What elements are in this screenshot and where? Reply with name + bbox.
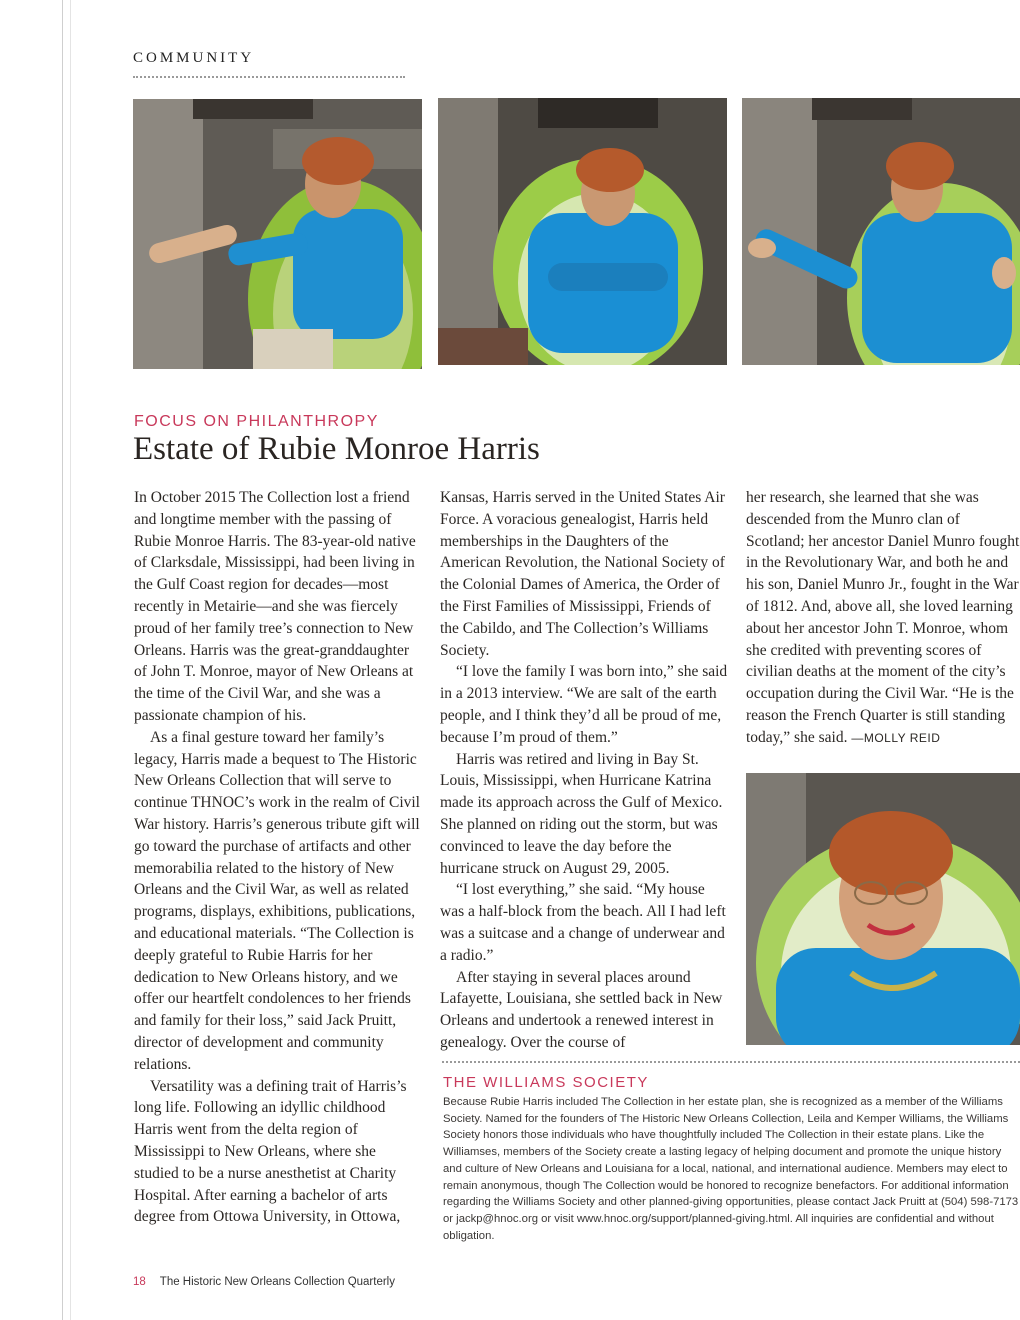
section-divider — [133, 76, 405, 78]
paragraph: Kansas, Harris served in the United States Air Force. A voracious genealogist, Harris held memberships in the Daughters of the American Revolution, the National Society of the Colonial Dames of America, the Order of the First Families of Mississippi, Friends of the Cabildo, and The Collection’s Williams Society. — [440, 489, 725, 659]
paragraph-text: her research, she learned that she was descended from the Munro clan of Scotland; her ancestor Daniel Munro fought in the Revolutionary War, and both he and his son, Daniel Munro Jr., fought in the War of 1812. And, above all, she loved learning about her ancestor John T. Monroe, whom she credited with preventing scores of civilian deaths at the moment of the city’s occupation during the Civil War. “He is the reason the French Quarter is still standing today,” she said. — [746, 489, 1020, 746]
paragraph: After staying in several places around Lafayette, Louisiana, she settled back in New Orleans and undertook a renewed interest in genealogy. Over the course of — [440, 968, 723, 1051]
page-gutter-line — [70, 0, 71, 1320]
author-byline: —MOLLY REID — [851, 730, 941, 745]
article-title: Estate of Rubie Monroe Harris — [133, 431, 540, 467]
paragraph: As a final gesture toward her family’s legacy, Harris made a bequest to The Historic New Orleans Collection that will serve to continue THNOC’s work in the realm of Civil War history. Harris’s generous tribute gift will go toward the purchase of artifacts and other memorabilia related to the history of New Orleans and the Civil War, as well as related programs, displays, exhibitions, publications, and educational materials. “The Collection is deeply grateful to Rubie Harris for her dedication to New Orleans history, and we offer our heartfelt condolences to her friends and family for their loss,” said Jack Pruitt, director of development and community relations. — [134, 728, 420, 1073]
sidebar-body: Because Rubie Harris included The Collection in her estate plan, she is recognized as a member of the Williams Society. Named for the founders of The Historic New Orleans Collection, Leila and Kemper Williams, the Williams Society honors those individuals who have thoughtfully included The Collection in their estate plans. Like the Williamses, members of the Society create a lasting legacy of helping document and promote the unique history and culture of New Orleans and Louisiana for a local, national, and international audience. Members may elect to remain anonymous, though The Collection would be honored to recognize benefactors. For additional information regarding the Williams Society and other planned-giving opportunities, please contact Jack Pruitt at (504) 598-7173 or jackp@hnoc.org or visit www.hnoc.org/support/planned-giving.html. All inquiries are confidential and without obligation. — [443, 1096, 1019, 1242]
article-kicker: FOCUS ON PHILANTHROPY — [134, 413, 379, 430]
photo-portrait-laughing — [742, 98, 1020, 365]
page-gutter-line — [62, 0, 63, 1320]
paragraph: Harris was retired and living in Bay St. Louis, Mississippi, when Hurricane Katrina made its approach across the Gulf of Mexico. She planned on riding out the storm, but was convinced to leave the day before the hurricane struck on August 29, 2005. — [440, 750, 723, 877]
photo-portrait-smiling — [746, 773, 1020, 1045]
paragraph: “I love the family I was born into,” she said in a 2013 interview. “We are salt of the earth people, and I think they’d all be proud of me, because I’m proud of them.” — [440, 663, 728, 746]
sidebar-divider — [442, 1061, 1020, 1063]
photo-portrait-gesturing — [133, 99, 422, 369]
article-column-3 — [746, 487, 1020, 750]
sidebar-title: THE WILLIAMS SOCIETY — [443, 1074, 649, 1091]
page-footer — [133, 1276, 395, 1288]
page-number: 18 — [133, 1276, 146, 1288]
publication-name: The Historic New Orleans Collection Quarterly — [159, 1276, 395, 1288]
paragraph: “I lost everything,” she said. “My house was a half-block from the beach. All I had left was a suitcase and a change of underwear and a radio.” — [440, 881, 726, 964]
paragraph: In October 2015 The Collection lost a friend and longtime member with the passing of Rubie Monroe Harris. The 83-year-old native of Clarksdale, Mississippi, had been living in the Gulf Coast region for decades—most recently in Metairie—and she was fiercely proud of her family tree’s connection to New Orleans. Harris was the great-granddaughter of John T. Monroe, mayor of New Orleans at the time of the Civil War, and she was a passionate champion of his. — [134, 489, 416, 724]
paragraph — [746, 487, 1020, 750]
photo-portrait-arms-crossed — [438, 98, 727, 365]
article-column-2 — [440, 487, 730, 1054]
section-label: COMMUNITY — [133, 50, 255, 66]
article-column-1 — [134, 487, 424, 1228]
paragraph: Versatility was a defining trait of Harris’s long life. Following an idyllic childhood Harris went from the delta region of Mississippi to New Orleans, where she studied to be a nurse anesthetist at Charity Hospital. After earning a bachelor of arts degree from Ottowa University, in Ottowa, — [134, 1077, 407, 1226]
